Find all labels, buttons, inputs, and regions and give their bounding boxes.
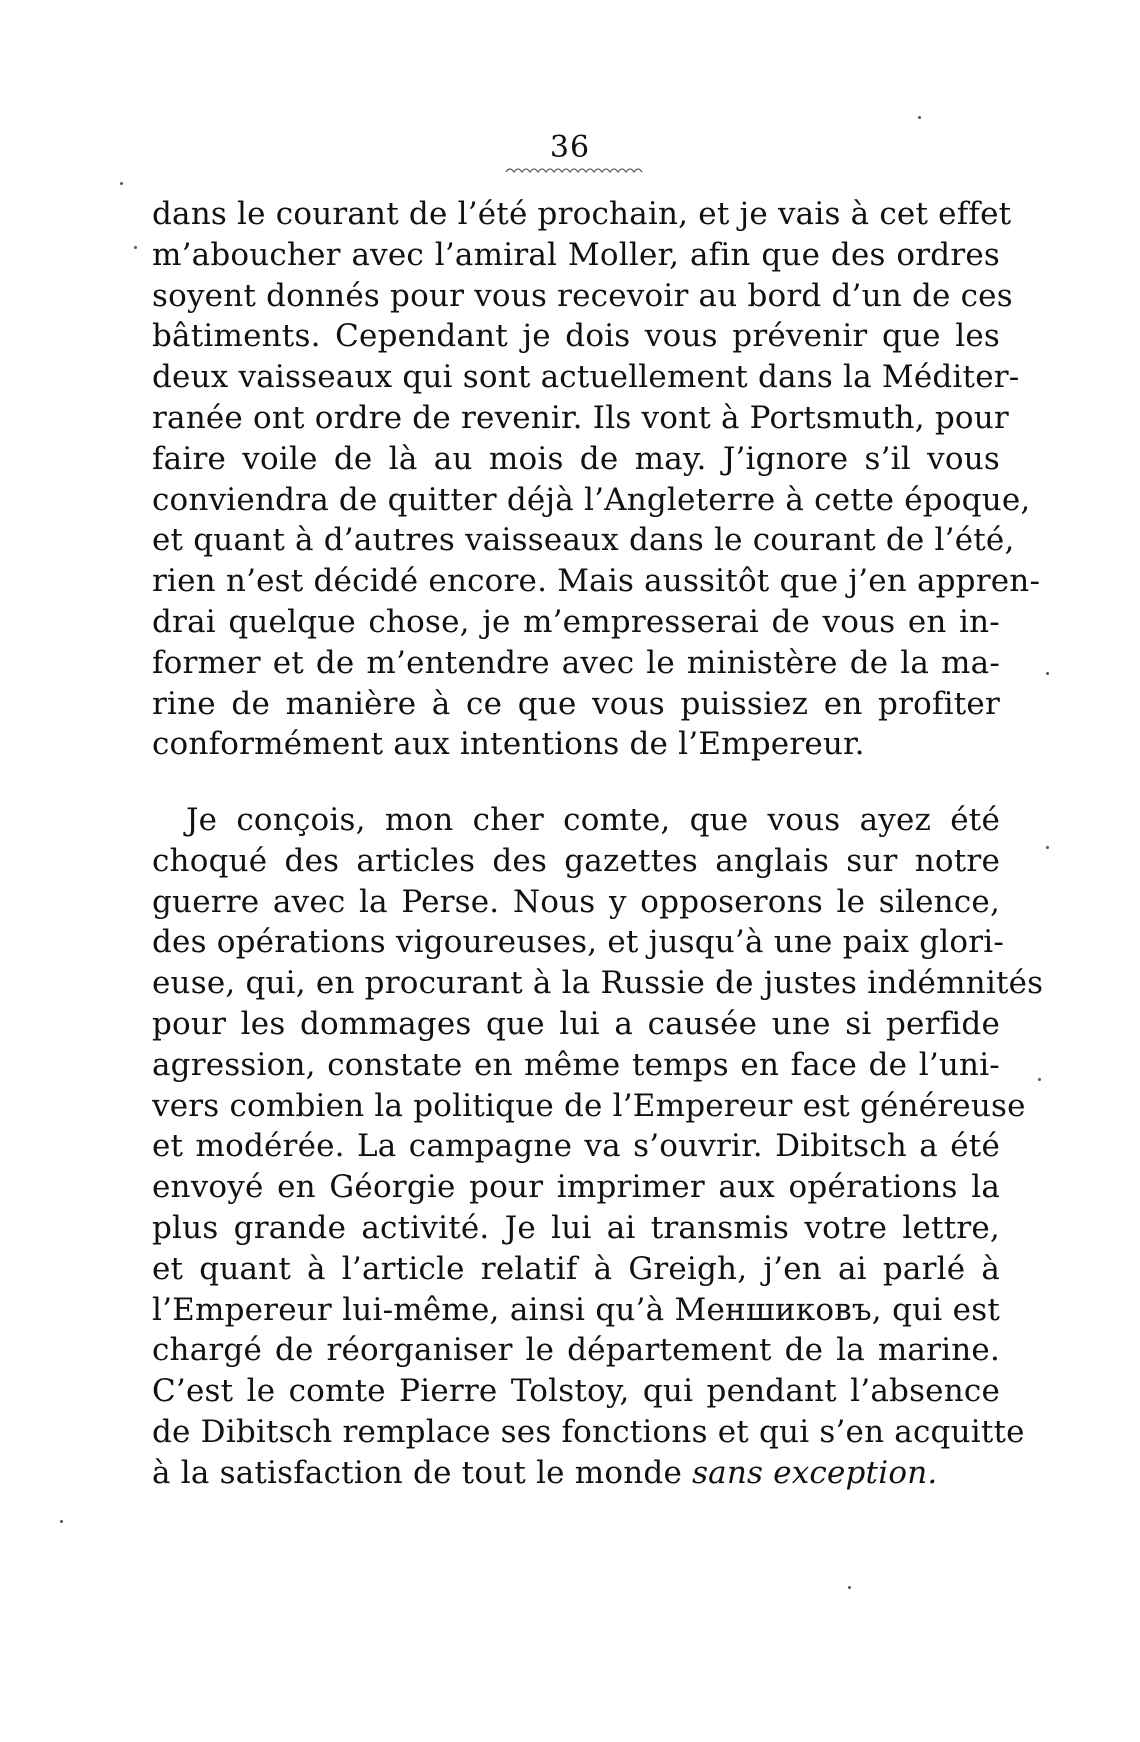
text-line: soyent donnés pour vous recevoir au bord d’un de ces <box>152 277 1013 314</box>
text-line: conviendra de quitter déjà l’Angleterre à cette époque, <box>152 481 1031 518</box>
paper-speck <box>134 246 137 249</box>
text-line: et quant à l’article relatif à Greigh, j’en ai parlé à <box>152 1250 1000 1287</box>
text-line: rien n’est décidé encore. Mais aussitôt que j’en appren- <box>152 563 1041 600</box>
text-line: Je conçois, mon cher comte, que vous ayez été <box>186 802 1000 838</box>
final-text-line <box>152 1453 1000 1494</box>
paper-speck <box>60 1520 63 1523</box>
text-line: des opérations vigoureuses, et jusqu’à une paix glori- <box>152 924 1005 961</box>
paragraph-2 <box>152 800 1044 1494</box>
text-line: agression, constate en même temps en face de l’uni- <box>152 1046 1000 1083</box>
text-line: m’aboucher avec l’amiral Moller, afin que des ordres <box>152 236 1000 273</box>
text-line: et modérée. La campagne va s’ouvrir. Dibitsch a été <box>152 1128 1000 1165</box>
paper-speck <box>1046 846 1049 849</box>
text-line: l’Empereur lui-même, ainsi qu’à Меншиковъ, qui est <box>152 1291 1000 1328</box>
text-line: de Dibitsch remplace ses fonctions et qui s’en acquitte <box>152 1413 1025 1450</box>
text-line: deux vaisseaux qui sont actuellement dans la Méditer- <box>152 359 1020 396</box>
paper-speck <box>120 182 123 185</box>
text-line: choqué des articles des gazettes anglais sur notre <box>152 842 1000 879</box>
text-line: dans le courant de l’été prochain, et je vais à cet effet <box>152 196 1012 232</box>
paper-speck <box>918 116 921 119</box>
text-line: plus grande activité. Je lui ai transmis votre lettre, <box>152 1209 1000 1246</box>
text-line: C’est le comte Pierre Tolstoy, qui pendant l’absence <box>152 1373 1000 1410</box>
text-line: et quant à d’autres vaisseaux dans le courant de l’été, <box>152 522 1015 559</box>
paper-speck <box>1038 1078 1041 1081</box>
page-number-ornament <box>504 164 654 176</box>
text-line: pour les dommages que lui a causée une si perfide <box>152 1005 1000 1042</box>
final-line-italic: sans exception. <box>692 1454 938 1491</box>
page-number: 36 <box>549 130 591 165</box>
text-line: envoyé en Géorgie pour imprimer aux opérations la <box>152 1169 1000 1206</box>
text-line: guerre avec la Perse. Nous y opposerons le silence, <box>152 883 1000 920</box>
text-line: former et de m’entendre avec le ministère de la ma- <box>152 644 1000 681</box>
text-line: bâtiments. Cependant je dois vous prévenir que les <box>152 318 1000 355</box>
text-line: ranée ont ordre de revenir. Ils vont à Portsmuth, pour <box>152 399 1009 436</box>
text-line: euse, qui, en procurant à la Russie de justes indémnités <box>152 965 1044 1002</box>
text-line: rine de manière à ce que vous puissiez en profiter <box>152 685 1000 722</box>
text-line: faire voile de là au mois de may. J’ignore s’il vous <box>152 440 1000 477</box>
text-line: vers combien la politique de l’Empereur est généreuse <box>152 1087 1026 1124</box>
paper-speck <box>1046 672 1049 675</box>
text-line: chargé de réorganiser le département de la marine. <box>152 1332 1000 1369</box>
text-line: drai quelque chose, je m’empresserai de vous en in- <box>152 603 1000 640</box>
paper-speck <box>848 1586 851 1589</box>
final-line-prefix: à la satisfaction de tout le monde <box>152 1454 693 1491</box>
text-line: conformément aux intentions de l’Empereur. <box>152 726 865 763</box>
paragraph-1 <box>152 194 1041 765</box>
